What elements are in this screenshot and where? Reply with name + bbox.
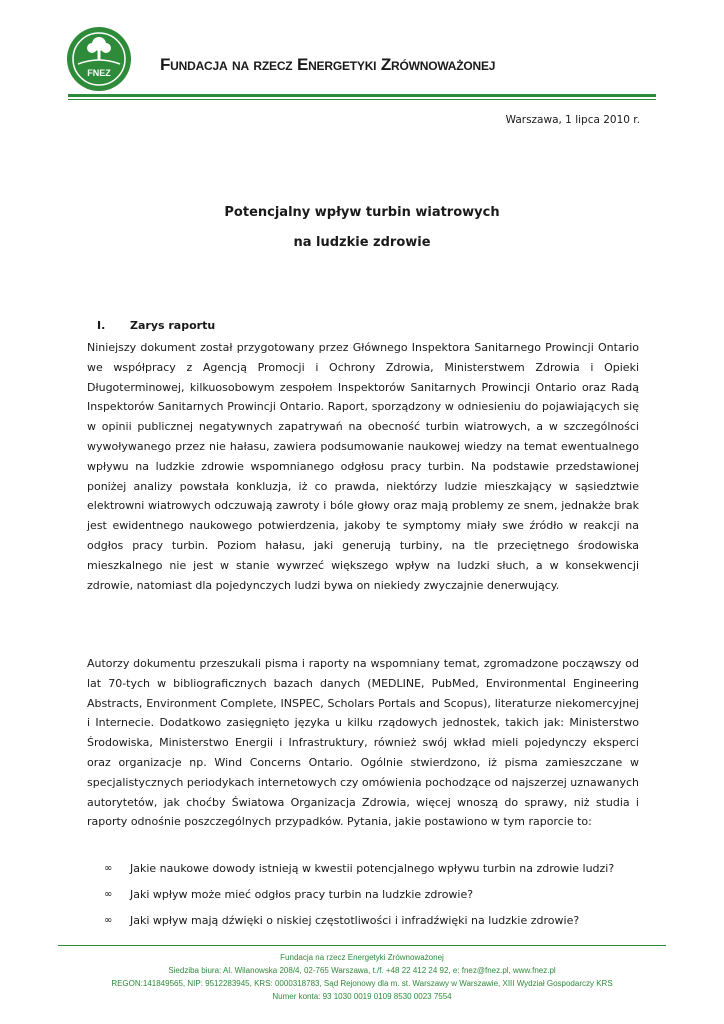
- header-divider-thin: [68, 99, 656, 100]
- list-item: [104, 884, 664, 910]
- section-number: I.: [97, 319, 106, 332]
- question-text: Jaki wpływ może mieć odgłos pracy turbin na ludzkie zdrowie?: [130, 888, 474, 901]
- footer-registration: REGON:141849565, NIP: 9512283945, KRS: 0000318783, Sąd Rejonowy dla m. st. Warszawy w Warszawie, XIII Wydział Gospodarczy KRS: [111, 979, 613, 988]
- question-text: Jakie naukowe dowody istnieją w kwestii potencjalnego wpływu turbin na zdrowie ludzi?: [130, 862, 615, 875]
- questions-list: [104, 858, 664, 936]
- document-title-line-1: Potencjalny wpływ turbin wiatrowych: [224, 205, 500, 220]
- bullet-icon: ∞: [104, 915, 113, 926]
- logo-text: FNEZ: [87, 68, 111, 78]
- footer-address: Siedziba biura: Al. Wilanowska 208/4, 02-765 Warszawa, t./f. +48 22 412 24 92, e: fnez@fnez.pl, www.fnez.pl: [168, 966, 556, 975]
- section-heading: [97, 319, 215, 332]
- fnez-logo: [66, 26, 132, 92]
- organization-name: Fundacja na rzecz Energetyki Zrównoważonej: [160, 55, 496, 74]
- paragraph-2: Autorzy dokumentu przeszukali pisma i raporty na wspomniany temat, zgromadzone począwszy od lat 70-tych w bibliograficznych bazach danych (MEDLINE, PubMed, Environmental Engineering Abstracts, Environment Complete, INSPEC, Scholars Portals and Scopus), literaturze niekomercyjnej i Internecie. Dodatkowo zasięgnięto języka u kilku rządowych jednostek, takich jak: Ministerstwo Środowiska, Ministerstwo Energii i Infrastruktury, również swój wkład mieli pojedynczy eksperci oraz organizacje np. Wind Concerns Ontario. Ogólnie stwierdzono, iż pisma zamieszczane w specjalistycznych periodykach internetowych czy omówienia pochodzące od najszerzej uznawanych autorytetów, jak choćby Światowa Organizacja Zdrowia, więcej wnoszą do sprawy, niż studia i raporty odnośnie poszczególnych przypadków. Pytania, jakie postawiono w tym raporcie to:: [87, 657, 639, 829]
- footer-account-number: Numer konta: 93 1030 0019 0109 8530 0023 7554: [272, 992, 452, 1001]
- footer-org-name: Fundacja na rzecz Energetyki Zrównoważonej: [280, 953, 444, 962]
- list-item: [104, 910, 664, 936]
- paragraph-1: Niniejszy dokument został przygotowany przez Głównego Inspektora Sanitarnego Prowincji Ontario we współpracy z Agencją Promocji i Ochrony Zdrowia, Ministerstwem Zdrowia i Opieki Długoterminowej, kilkuosobowym zespołem Inspektorów Sanitarnych Prowincji Ontario oraz Radą Inspektorów Sanitarnych Prowincji Ontario. Raport, sporządzony w odniesieniu do pojawiających się w opinii publicznej negatywnych zapatrywań na obecność turbin wiatrowych, a w szczególności wywoływanego przez nie hałasu, zawiera podsumowanie naukowej wiedzy na temat ewentualnego wpływu na ludzkie zdrowie wspomnianego odgłosu pracy turbin. Na podstawie przedstawionej poniżej analizy powstała konkluzja, iż co prawda, niektórzy ludzie mieszkający w sąsiedztwie elektrowni wiatrowych odczuwają zawroty i bóle głowy oraz mają problemy ze snem, jednakże brak jest ewidentnego naukowego potwierdzenia, jakoby te symptomy miały swe źródło w reakcji na odgłos pracy turbin. Poziom hałasu, jaki generują turbiny, na tle przeciętnego środowiska mieszkalnego nie jest w stanie wywrzeć większego wpływ na ludzki słuch, a w konsekwencji zdrowie, natomiast dla pojedynczych ludzi bywa on niekiedy zwyczajnie denerwujący.: [87, 341, 639, 592]
- bullet-icon: ∞: [104, 889, 113, 900]
- document-title-line-2: na ludzkie zdrowie: [293, 235, 431, 250]
- header-divider: [68, 94, 656, 97]
- section-title: Zarys raportu: [130, 319, 216, 332]
- footer-divider: [58, 945, 666, 946]
- bullet-icon: ∞: [104, 863, 113, 874]
- list-item: [104, 858, 664, 884]
- question-text: Jaki wpływ mają dźwięki o niskiej częstotliwości i infradźwięki na ludzkie zdrowie?: [130, 914, 580, 927]
- document-date: Warszawa, 1 lipca 2010 r.: [505, 114, 640, 126]
